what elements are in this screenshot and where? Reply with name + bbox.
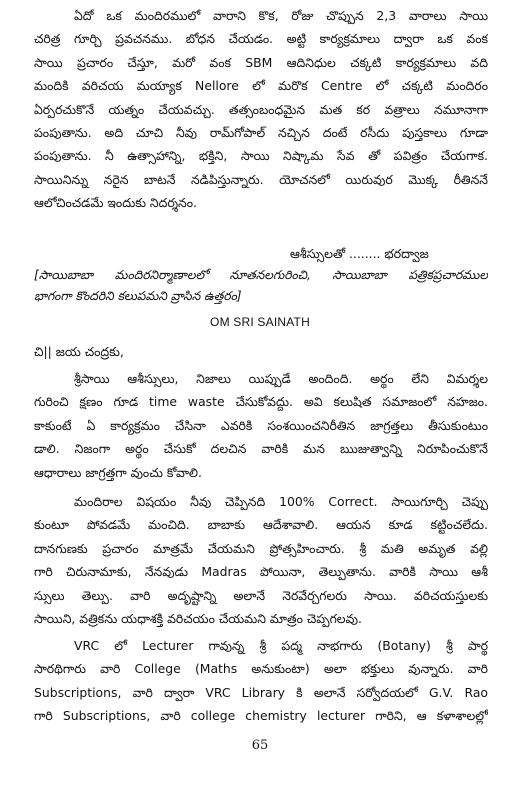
- text-line: శ్రీసాయి ఆశీస్సులు, నిజాలు యిప్పుడే అందింది. అర్థం లేని విమర్శల: [74, 371, 488, 386]
- text-line: కాకుంటే ఏ కార్యక్రమం చేసినా ఎవరికి సంశయించనిరీతిన జాగ్రత్తలు తీసుకుంటుం: [34, 417, 488, 433]
- text-line: గురించి క్షణం గూడ time waste చేసుకోవద్దు. అవి కలుషిత సమాజంలో నహజం.: [34, 394, 488, 410]
- text-line: ఏర్పరచుకొనే యత్నం చేయవచ్చు. తత్సంబంధమైన మత కర వత్రాలు నమూనాగా: [34, 101, 488, 117]
- text-line: చరిత్ర గూర్చి ప్రవచనము. బోధన చేయడం. అట్టి కార్యక్రమాలు ద్వారా ఒక వంక: [34, 31, 488, 47]
- paragraph-body-1: [34, 367, 488, 484]
- text-line: సారథిగారు వారి College (Maths అనుకుంటా) అలా భక్తులు వున్నారు. వారి: [34, 661, 488, 677]
- note-line: భాగంగా కొందరిని కలుపమని వ్రాసిన ఉత్తరం]: [34, 289, 242, 303]
- letter-heading: OM SRI SAINATH: [210, 315, 310, 329]
- note-line: [సాయిబాబా మందిరనిర్మాణాలలో నూతనలగురించి, సాయిబాబా పత్రికప్రచారముల: [34, 268, 488, 282]
- text-line: ఏదో ఒక మందిరములో వారాని కొక, రోజు చొప్పున 2,3 వారాలు సాయి: [74, 8, 488, 23]
- text-line: పంపుతాను. అది చూచి నీవు రామ్‌గోపాల్ నచ్చిన దంటే రసీదు పుస్తకాలు గూడా: [34, 124, 488, 140]
- text-line: కుంటూ పోవడమే మంచిది. బాబాకు ఆదేశావాలి. ఆయన కూడ కట్టించలేదు.: [34, 517, 488, 533]
- text-line: ఆలోచించడమే ఇందుకు నిదర్శనం.: [34, 195, 197, 211]
- paragraph-body-3: [34, 634, 488, 728]
- text-line: మందికి వరిచయ మయ్యాక Nellore లో మరొక Centre లో చక్కటి మందిరం: [34, 78, 488, 94]
- text-line: గారి చిరునామాకు, నేనవుడు Madras పోయినా, తెల్పుతాను. వారికి సాయి ఆశీ: [34, 564, 488, 580]
- text-line: VRC లో Lecturer గావున్న శ్రీ పద్మ నాభగారు (Botany) శ్రీ పార్థ: [74, 638, 488, 653]
- text-line: దానగుణకు ప్రచారం మాత్రమే చేయమని ప్రోత్సహించారు. శ్రీ మతి అమృత వల్లి: [34, 540, 488, 556]
- text-line: మందిరాల విషయం నీవు చెప్పినది 100% Correct. సాయిగూర్చి చెప్పు: [74, 494, 488, 509]
- text-line: గారి Subscriptions, వారి college chemistry lecturer గారిని, ఆ కళాశాలల్లో: [34, 708, 488, 724]
- text-line: Subscriptions, వారి ద్వారా VRC Library కి అలానే సర్వోదయలో G.V. Rao: [34, 684, 488, 700]
- editorial-note: [34, 265, 488, 307]
- page-number: 65: [251, 738, 269, 753]
- text-line: పంపుతాను. నీ ఉత్సాహాన్ని, భక్తిని, సాయి నిష్కామ సేవ తో పవిత్రం చేయగాక.: [34, 148, 488, 164]
- letter-salutation: చి|| జయ చంద్రకు,: [34, 344, 124, 359]
- paragraph-intro: [34, 4, 488, 215]
- paragraph-body-2: [34, 490, 488, 630]
- text-line: ఆధారాలు జాగ్రత్తగా వుంచు కోవాలి.: [34, 464, 202, 480]
- text-line: సాయిని, వత్రికను యధాశక్తి వరిచయం చేయమని మాత్రం చెప్పగలవు.: [34, 610, 362, 626]
- text-line: సాయినిన్ను నరైన బాటనే నడిపిస్తున్నారు. యోచనలో యిరువుర మొక్క రీతిననే: [34, 171, 488, 187]
- text-line: సాయి ప్రచారం చేస్తూ, మరో వంక SBM ఆదినిధుల చక్కటి కార్యక్రమాలు వది: [34, 54, 488, 70]
- text-line: డాలి. నిజంగా అర్థం చేసుకో దలచిన వారికి మన ఋజుత్వాన్ని నిరూపించుకొనే: [34, 441, 488, 457]
- text-line: స్సులు తెల్పు. వారి అదృష్టాన్ని అలానే నెరవేర్చగలరు సాయి. వరిచయస్తులకు: [34, 587, 488, 603]
- letter-signoff: ఆశీస్సులతో ........ భరద్వాజ: [290, 246, 429, 261]
